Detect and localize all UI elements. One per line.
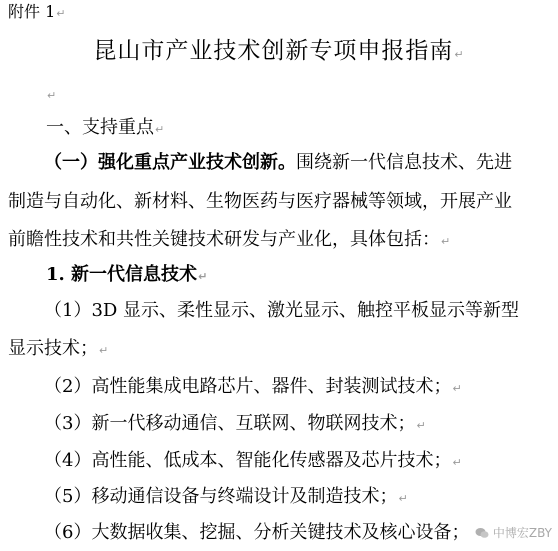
bold-lead: （一）强化重点产业技术创新。 <box>44 152 296 173</box>
watermark-text: 中博宏ZBY <box>492 526 552 540</box>
blank-paragraph: ↵ <box>47 89 57 102</box>
document-title: 昆山市产业技术创新专项申报指南↵ <box>93 38 465 64</box>
paragraph-line: 前瞻性技术和共性关键技术研发与产业化，具体包括：↵ <box>8 229 451 250</box>
list-item: （5）移动通信设备与终端设计及制造技术；↵ <box>44 486 408 507</box>
list-item: 显示技术；↵ <box>8 338 109 359</box>
list-item: （3）新一代移动通信、互联网、物联网技术；↵ <box>44 413 426 434</box>
section-heading: 一、支持重点↵ <box>46 117 165 138</box>
attachment-label: 附件 1↵ <box>8 2 66 21</box>
subheading: 1. 新一代信息技术↵ <box>46 264 208 285</box>
watermark <box>475 524 552 541</box>
list-item: （2）高性能集成电路芯片、器件、封装测试技术；↵ <box>44 376 462 397</box>
list-item: （4）高性能、低成本、智能化传感器及芯片技术；↵ <box>44 450 462 471</box>
list-item: （6）大数据收集、挖掘、分析关键技术及核心设备； <box>44 522 470 543</box>
list-item: （1）3D 显示、柔性显示、激光显示、触控平板显示等新型 <box>44 300 520 321</box>
paragraph-line: （一）强化重点产业技术创新。围绕新一代信息技术、先进 <box>44 152 512 173</box>
wechat-icon <box>475 527 489 539</box>
paragraph-line: 制造与自动化、新材料、生物医药与医疗器械等领域，开展产业 <box>8 191 512 212</box>
